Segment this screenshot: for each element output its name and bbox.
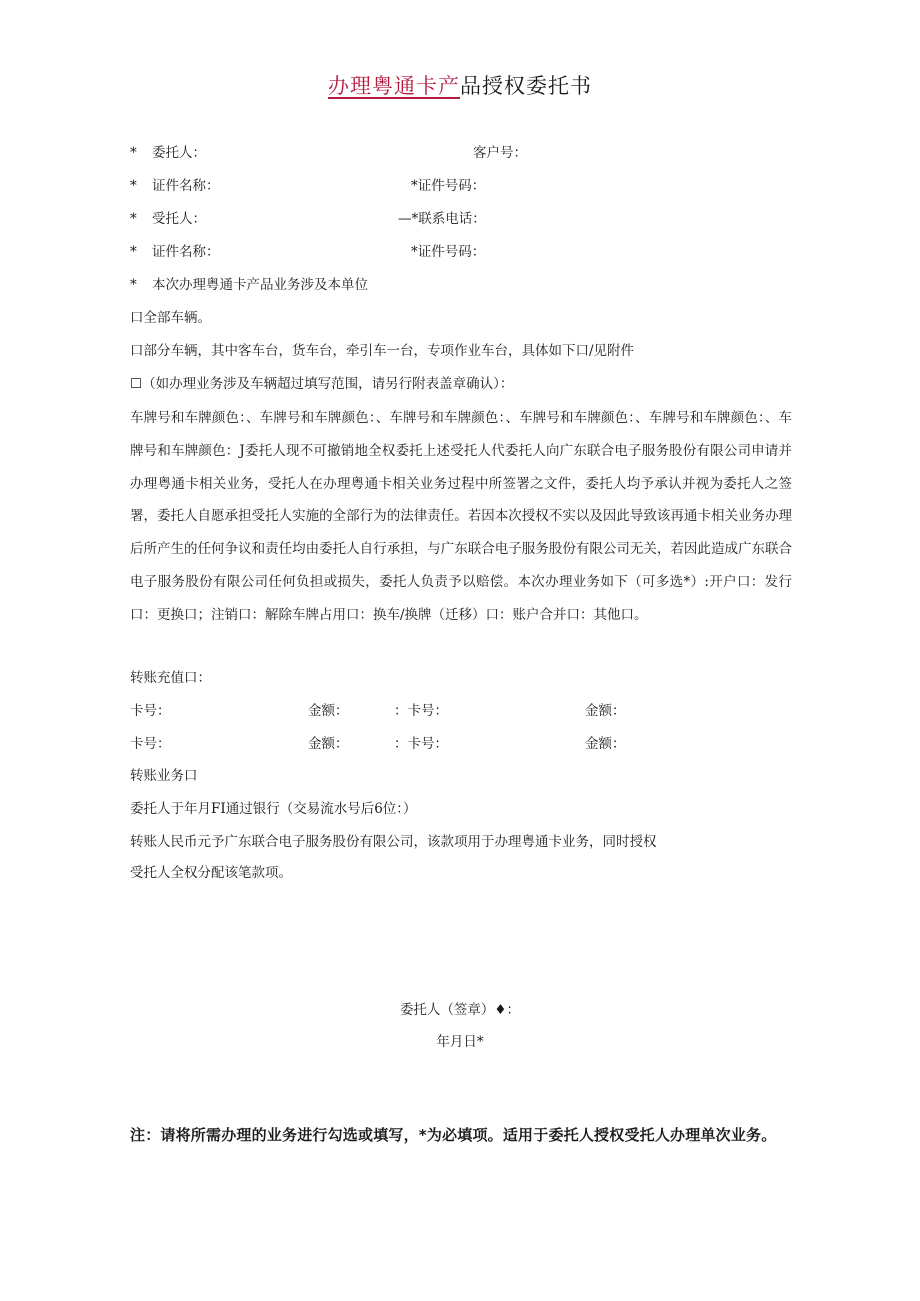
required-star: * (130, 145, 137, 161)
id-no-label-2: *证件号码： (411, 244, 486, 260)
signer-label: 委托人（签章）♦： (399, 1002, 521, 1018)
option-partial-vehicles[interactable]: 口部分车辆，其中客车台，货车台，牵引车一台，专项作业车台，具体如下口/见附件 (130, 343, 635, 359)
transfer-recharge-option[interactable]: 转账充值口： (130, 670, 211, 686)
principal-row (130, 144, 206, 162)
id-name-row-1 (130, 177, 220, 195)
id-name-label-2: 证件名称： (152, 244, 220, 260)
id-name-row-2 (130, 243, 220, 261)
required-star: * (130, 178, 137, 194)
card-no-label: ：卡号： (394, 703, 448, 719)
required-star: * (130, 211, 137, 227)
required-star: * (130, 244, 137, 260)
card-no-label: ：卡号： (394, 736, 448, 752)
amount-label: 金额： (308, 703, 349, 719)
amount-label: 金额： (585, 703, 626, 719)
card-no-label: 卡号： (130, 703, 171, 719)
amount-label: 金额： (585, 736, 626, 752)
transfer-business-option[interactable]: 转账业务口 (130, 768, 198, 784)
option-vehicle-note[interactable]: ☐（如办理业务涉及车辆超过填写范围，请另行附表盖章确认）： (130, 376, 514, 392)
scope-row (130, 276, 368, 294)
bank-transfer-line: 委托人于年月FI通过银行（交易流水号后6位：） (130, 801, 417, 817)
authorization-paragraph: 车牌号和车牌颜色：、车牌号和车牌颜色：、车牌号和车牌颜色：、车牌号和车牌颜色：、车牌号和车牌颜色：、车牌号和车牌颜色：J委托人现不可撤销地全权委托上述受托人代委托人向广东联合电子服务股份有限公司申请并办理粤通卡相关业务，受托人在办理粤通卡相关业务过程中所签署之文件，委托人均予承认并视为委托人之签署，委托人自愿承担受托人实施的全部行为的法律责任。若因本次授权不实以及因此导致该再通卡相关业务办理后所产生的任何争议和责任均由委托人自行承担，与广东联合电子服务股份有限公司无关，若因此造成广东联合电子服务股份有限公司任何负担或损失，委托人负责予以赔偿。本次办理业务如下（可多选*）:开户口：发行口：更换口；注销口：解除车牌占用口：换车/换牌（迁移）口：账户合并口：其他口。 (130, 410, 792, 623)
footnote: 注：请将所需办理的业务进行勾选或填写，*为必填项。适用于委托人授权受托人办理单次业务。 (130, 1126, 777, 1144)
amount-label: 金额： (308, 736, 349, 752)
principal-label: 委托人： (152, 145, 206, 161)
allocate-line: 受托人全权分配该笔款项。 (130, 865, 292, 881)
card-no-label: 卡号： (130, 736, 171, 752)
required-star: * (130, 277, 137, 293)
rmb-transfer-line: 转账人民币元予广东联合电子服务股份有限公司，该款项用于办理粤通卡业务，同时授权 (130, 834, 657, 850)
customer-no-label: 客户号： (473, 145, 527, 161)
id-name-label-1: 证件名称： (152, 178, 220, 194)
title-red-part: 办理粤通卡产 (328, 74, 460, 98)
agent-row (130, 210, 206, 228)
agent-label: 受托人： (152, 211, 206, 227)
date-label: 年月日* (436, 1034, 484, 1050)
title-black-part: 品授权委托书 (460, 74, 592, 98)
phone-label: —*联系电话： (398, 211, 486, 227)
option-all-vehicles[interactable]: 口全部车辆。 (130, 310, 211, 326)
scope-label: 本次办理粤通卡产品业务涉及本单位 (152, 277, 368, 293)
document-title (0, 70, 920, 100)
id-no-label-1: *证件号码： (411, 178, 486, 194)
